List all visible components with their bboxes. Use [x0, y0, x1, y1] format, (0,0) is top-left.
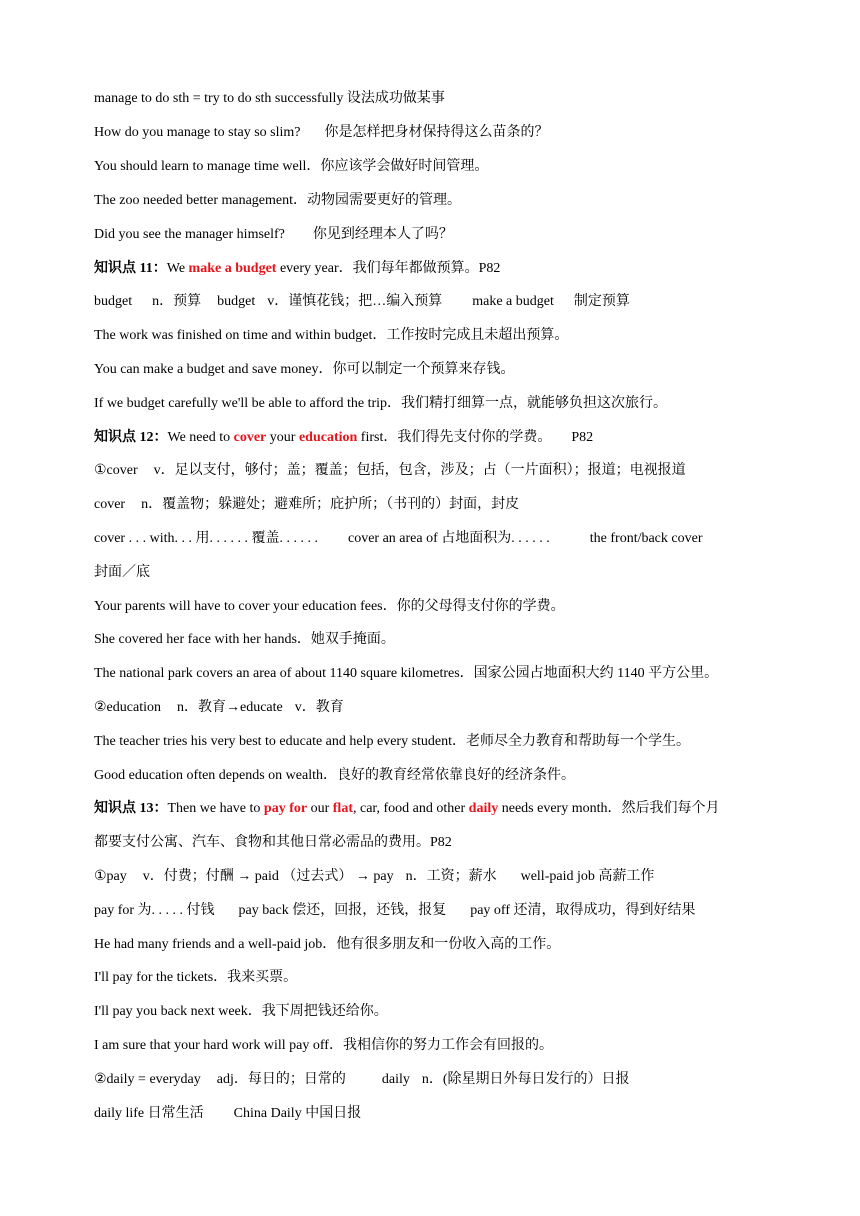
vocab-line [94, 461, 774, 481]
text-span: n．(除星期日外每日发行的）日报 [421, 1072, 630, 1087]
vocab-line [94, 1070, 774, 1090]
vocab-line [94, 901, 774, 921]
highlight-term: pay for [263, 801, 308, 816]
text-span: every year．我们每年都做预算。P82 [276, 261, 501, 276]
text-span: How do you manage to stay so slim? [94, 125, 301, 140]
text-span: ②daily = everyday [94, 1072, 201, 1087]
text-line: You can make a budget and save money．你可以制定一个预算来存钱。 [94, 362, 515, 377]
text-span: well-paid job 高薪工作 [520, 869, 655, 884]
text-span: , car, food and other [352, 801, 469, 816]
vocab-line [94, 867, 774, 887]
text-span: n．预算 [152, 294, 202, 309]
knowledge-point-label: 知识点 12： [94, 430, 168, 445]
text-span: cover [94, 497, 126, 512]
text-span: pay back 偿还，回报，还钱，报复 [238, 903, 447, 918]
highlight-term: daily [468, 801, 499, 816]
text-span: China Daily 中国日报 [233, 1106, 362, 1121]
text-span: needs every month．然后我们每个月 [498, 801, 720, 816]
text-line: If we budget carefully we'll be able to afford the trip．我们精打细算一点，就能够负担这次旅行。 [94, 396, 668, 411]
text-line: 封面／底 [94, 565, 150, 580]
text-span: cover an area of 占地面积为. . . . . . [347, 531, 550, 546]
text-span: the front/back cover [589, 531, 703, 546]
text-line: 都要支付公寓、汽车、食物和其他日常必需品的费用。P82 [94, 835, 452, 850]
vocab-line [94, 292, 774, 312]
text-line: manage to do sth = try to do sth successfully 设法成功做某事 [94, 91, 445, 106]
text-span: Then we have to [167, 801, 264, 816]
text-span: pay for 为. . . . . 付钱 [94, 903, 215, 918]
text-span: pay off 还清，取得成功，得到好结果 [470, 903, 696, 918]
text-span: budget [94, 294, 133, 309]
text-span: daily [381, 1072, 410, 1087]
text-span: We [166, 261, 189, 276]
text-line [94, 225, 774, 245]
text-line: The work was finished on time and within budget．工作按时完成且未超出预算。 [94, 328, 569, 343]
text-line [94, 123, 774, 143]
text-line: Good education often depends on wealth．良好的教育经常依靠良好的经济条件。 [94, 768, 575, 783]
knowledge-point-heading [94, 799, 774, 819]
knowledge-point-heading [94, 428, 774, 448]
text-span: v．付费；付酬 → paid （过去式） → pay [142, 869, 394, 884]
text-span: cover . . . with. . . 用. . . . . . 覆盖. . . . . . [94, 531, 318, 546]
text-span: P82 [571, 430, 594, 445]
text-span: our [307, 801, 333, 816]
text-span: Did you see the manager himself? [94, 227, 285, 242]
text-line: Your parents will have to cover your education fees．你的父母得支付你的学费。 [94, 599, 565, 614]
text-span: v．教育 [294, 700, 344, 715]
text-span: v．足以支付，够付；盖；覆盖；包括，包含，涉及；占（一片面积）；报道；电视报道 [153, 463, 686, 478]
highlight-term: flat [332, 801, 353, 816]
knowledge-point-label: 知识点 13： [94, 801, 168, 816]
text-line: He had many friends and a well-paid job．他有很多朋友和一份收入高的工作。 [94, 937, 561, 952]
text-line: I'll pay you back next week．我下周把钱还给你。 [94, 1004, 388, 1019]
text-line: The teacher tries his very best to educate and help every student．老师尽全力教育和帮助每一个学生。 [94, 734, 691, 749]
text-span: make a budget [472, 294, 554, 309]
text-line: The zoo needed better management．动物园需要更好的管理。 [94, 193, 462, 208]
text-span: n．工资；薪水 [405, 869, 497, 884]
text-span: n．教育→educate [176, 700, 283, 715]
text-line: She covered her face with her hands．她双手掩面。 [94, 632, 395, 647]
text-span: your [266, 430, 299, 445]
text-span: daily life 日常生活 [94, 1106, 204, 1121]
highlight-term: make a budget [188, 261, 277, 276]
text-span: first．我们得先支付你的学费。 [357, 430, 552, 445]
text-line: I am sure that your hard work will pay off．我相信你的努力工作会有回报的。 [94, 1038, 553, 1053]
text-line: You should learn to manage time well．你应该学会做好时间管理。 [94, 159, 489, 174]
vocab-line [94, 529, 774, 549]
highlight-term: education [298, 430, 358, 445]
knowledge-point-heading [94, 259, 774, 279]
text-span: 制定预算 [573, 294, 630, 309]
vocab-line [94, 1104, 774, 1124]
vocab-line [94, 698, 774, 718]
text-span: 你见到经理本人了吗？ [312, 227, 453, 242]
text-span: ①pay [94, 869, 127, 884]
text-span: We need to [167, 430, 234, 445]
text-span: ②education [94, 700, 161, 715]
text-span: n．覆盖物；躲避处；避难所；庇护所；（书刊的）封面，封皮 [141, 497, 520, 512]
text-line: I'll pay for the tickets．我来买票。 [94, 970, 298, 985]
highlight-term: cover [233, 430, 267, 445]
text-line: The national park covers an area of about 1140 square kilometres．国家公园占地面积大约 1140 平方公里。 [94, 666, 719, 681]
text-span: 你是怎样把身材保持得这么苗条的？ [324, 125, 549, 140]
text-span: adj．每日的；日常的 [216, 1072, 346, 1087]
text-span: ①cover [94, 463, 138, 478]
text-span: v．谨慎花钱；把…编入预算 [267, 294, 443, 309]
text-span: budget [217, 294, 256, 309]
knowledge-point-label: 知识点 11： [94, 261, 167, 276]
vocab-line [94, 495, 774, 515]
